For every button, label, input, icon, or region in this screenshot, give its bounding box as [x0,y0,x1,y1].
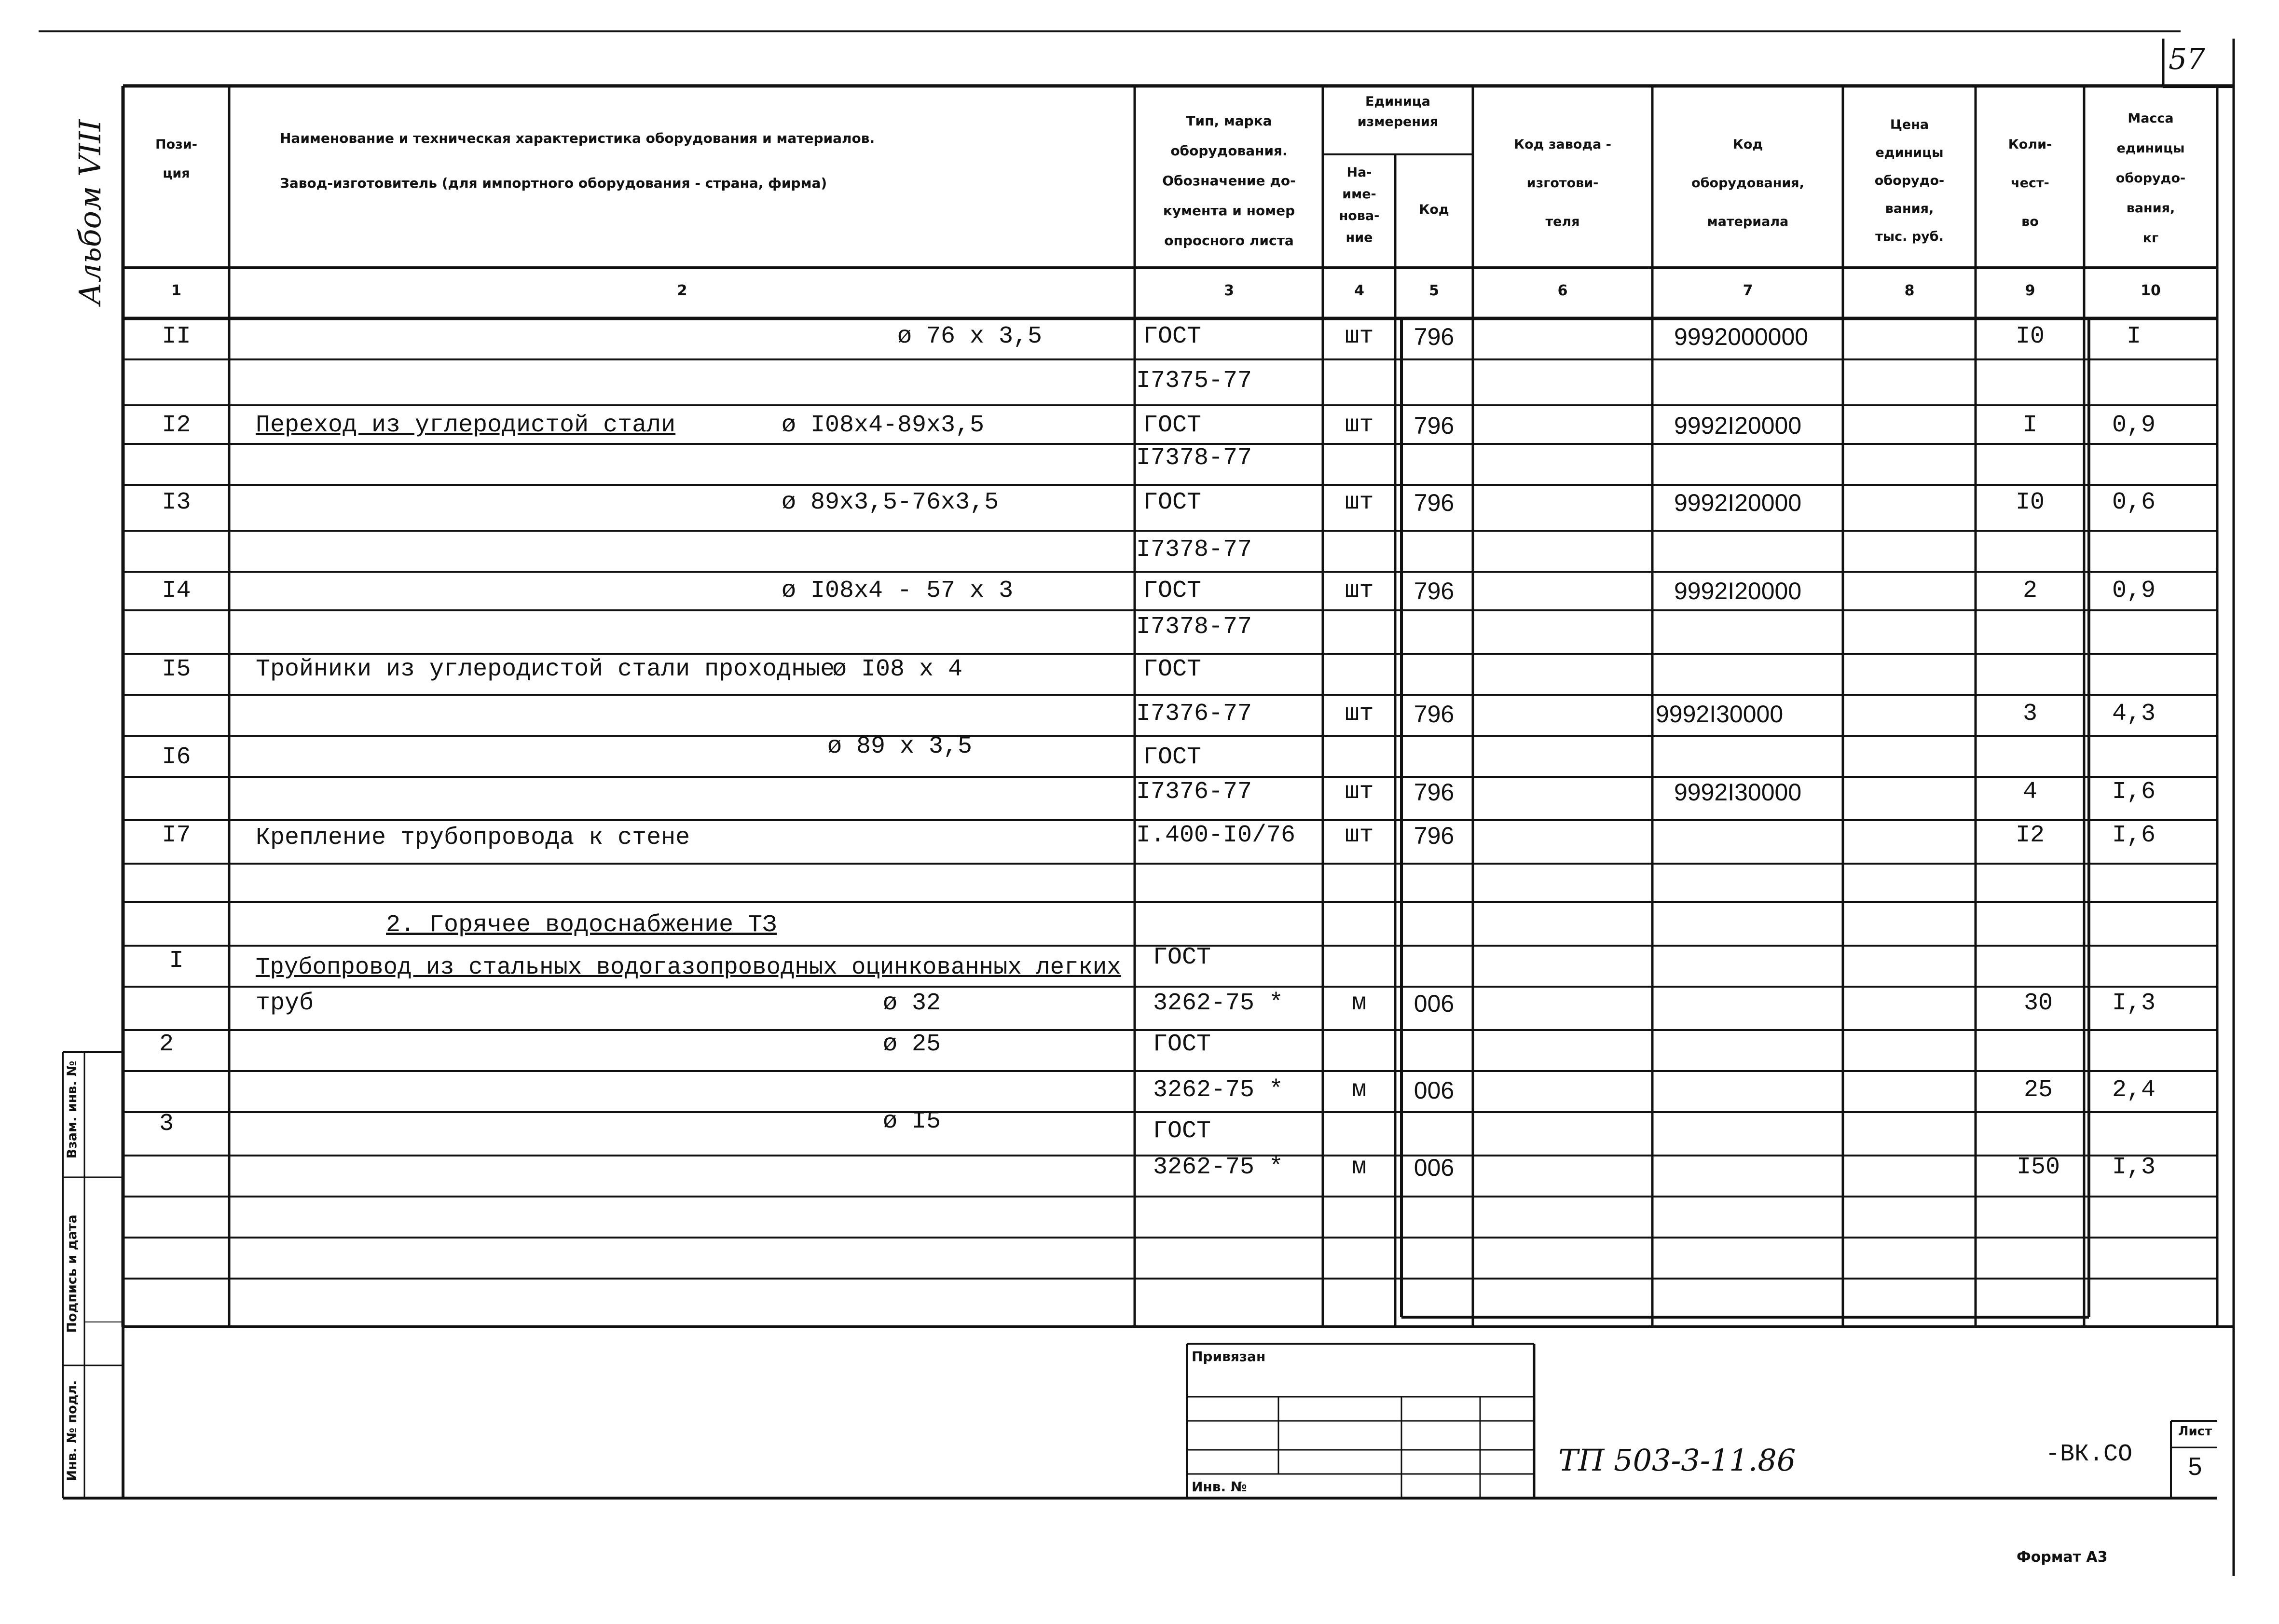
header-col5: Код [1419,202,1449,217]
col-number-10: 10 [2141,282,2161,299]
side-stamp-vzam-inv: Взам. инв. № [65,1060,80,1159]
table-cell-eq-code: 9992I30000 [1674,779,1802,806]
table-cell-doc: I.400-I0/76 [1136,822,1296,849]
col-number-6: 6 [1557,282,1568,299]
col-number-9: 9 [2025,282,2035,299]
table-cell-doc: ГОСТ [1143,412,1202,439]
table-cell-mass: I,6 [2112,778,2155,806]
table-cell-qty: 30 [2023,990,2053,1017]
table-cell-doc: I7375-77 [1136,367,1252,395]
table-cell-doc: ГОСТ [1153,1117,1211,1145]
table-cell-dim: ø 89x3,5-76x3,5 [782,489,999,516]
table-cell-code: 006 [1414,990,1455,1017]
format-label: Формат А3 [2017,1549,2108,1566]
side-stamp-podpis: Подпись и дата [65,1214,80,1333]
table-cell-unit: м [1352,1076,1367,1104]
table-cell-eq-code: 9992I30000 [1656,701,1784,728]
table-cell-doc: ГОСТ [1143,577,1202,605]
table-cell-doc: I7378-77 [1136,444,1252,472]
table-cell-qty: I0 [2015,323,2045,350]
table-cell-dim: ø I08x4-89x3,5 [782,412,985,439]
table-cell-qty: I2 [2015,822,2045,849]
header-col7: Код оборудования, материала [1691,137,1804,229]
table-cell-doc: ГОСТ [1143,656,1202,683]
table-cell-dim: ø 25 [883,1031,941,1058]
table-cell-unit: шт [1345,323,1374,350]
header-col9: Коли- чест- во [2008,137,2052,229]
table-cell-qty: 3 [2022,700,2037,728]
table-cell-pos: I4 [162,577,191,605]
table-cell-mass: I,3 [2112,990,2155,1017]
table-cell-pos: I7 [162,822,191,849]
table-cell-qty: 4 [2022,778,2037,806]
table-cell-doc: ГОСТ [1153,1031,1211,1058]
table-cell-mass: 0,6 [2112,489,2155,516]
table-cell-doc: ГОСТ [1143,743,1202,771]
table-cell-doc: ГОСТ [1143,489,1202,516]
table-cell-pos: I6 [162,743,191,771]
table-cell-mass: 0,9 [2112,412,2155,439]
table-cell-pos: I [169,947,184,975]
table-cell-name: труб [256,990,314,1017]
table-cell-dim: ø I5 [883,1108,941,1135]
table-cell-eq-code: 9992I20000 [1674,489,1802,516]
header-col8: Цена единицы оборудо- вания, тыс. руб. [1874,117,1945,244]
table-cell-unit: м [1352,990,1367,1017]
table-cell-pos: 2 [159,1031,174,1058]
table-cell-doc: I7376-77 [1136,700,1252,728]
table-cell-code: 796 [1414,822,1455,849]
table-cell-pos: I5 [162,656,191,683]
col-number-8: 8 [1904,282,1915,299]
table-cell-code: 006 [1414,1077,1455,1104]
table-cell-mass: I [2126,323,2141,350]
col-number-3: 3 [1224,282,1234,299]
table-cell-name: Переход из углеродистой стали [256,412,676,439]
table-cell-qty: 25 [2023,1076,2053,1104]
table-cell-code: 796 [1414,578,1455,605]
sheet-number: 57 [2169,42,2206,76]
side-stamp-inv-podl: Инв. № подл. [65,1380,80,1481]
document-code: ТП 503-3-11.86 [1558,1443,1796,1478]
table-cell-name: Тройники из углеродистой стали проходные [256,656,835,683]
table-cell-qty: I50 [2016,1154,2060,1181]
privyazan-label: Привязан [1192,1349,1266,1364]
header-col3: Тип, марка оборудования. Обозначение до- кумента и номер опросного листа [1162,113,1296,248]
table-cell-code: 796 [1414,779,1455,806]
table-cell-unit: шт [1345,577,1374,605]
table-cell-doc: 3262-75 * [1153,1154,1284,1181]
table-cell-mass: I,6 [2112,822,2155,849]
table-cell-pos: I3 [162,489,191,516]
table-cell-doc: I7378-77 [1136,536,1252,564]
col-number-4: 4 [1354,282,1364,299]
table-cell-qty: I0 [2015,489,2045,516]
table-cell-code: 796 [1414,412,1455,439]
table-cell-doc: I7378-77 [1136,613,1252,641]
table-cell-mass: I,3 [2112,1154,2155,1181]
table-cell-doc: 3262-75 * [1153,1076,1284,1104]
table-cell-doc: ГОСТ [1153,944,1211,971]
table-cell-qty: I [2022,412,2037,439]
table-cell-mass: 0,9 [2112,577,2155,605]
table-cell-dim: ø 32 [883,990,941,1017]
table-cell-pos: I2 [162,412,191,439]
table-cell-mass: 2,4 [2112,1076,2155,1104]
table-cell-code: 796 [1414,323,1455,350]
header-col6: Код завода - изготови- теля [1514,137,1611,229]
col-number-5: 5 [1429,282,1439,299]
table-cell-eq-code: 9992I20000 [1674,412,1802,439]
col-number-7: 7 [1743,282,1753,299]
table-cell-qty: 2 [2022,577,2037,605]
table-cell-doc: 3262-75 * [1153,990,1284,1017]
table-cell-eq-code: 9992I20000 [1674,578,1802,605]
table-cell-dim: ø I08x4 - 57 x 3 [782,577,1014,605]
table-cell-dim: ø 89 x 3,5 [827,733,973,760]
table-cell-pos: 3 [159,1110,174,1138]
section-heading: 2. Горячее водоснабжение ТЗ [386,911,777,939]
header-unit-group: Единица измерения [1357,94,1439,129]
table-cell-pos: II [162,323,191,350]
table-cell-dim: ø I08 x 4 [832,656,963,683]
list-number: 5 [2188,1453,2202,1481]
album-label: Альбом VIII [72,119,108,305]
table-cell-doc: I7376-77 [1136,778,1252,806]
table-cell-doc: ГОСТ [1143,323,1202,350]
table-cell-unit: шт [1345,822,1374,849]
table-cell-unit: шт [1345,489,1374,516]
list-label: Лист [2178,1424,2212,1439]
table-cell-dim: ø 76 x 3,5 [897,323,1043,350]
header-col2: Наименование и техническая характеристика оборудования и материалов. Завод-изготовитель (для импортного оборудования - страна, фирма) [280,130,875,191]
table-cell-mass: 4,3 [2112,700,2155,728]
header-col10: Масса единицы оборудо- вания, кг [2115,111,2186,246]
table-cell-name: Трубопровод из стальных водогазопроводных оцинкованных легких [256,954,1121,981]
table-cell-code: 796 [1414,701,1455,728]
table-cell-code: 006 [1414,1154,1455,1181]
table-cell-unit: шт [1345,412,1374,439]
inv-number-label: Инв. № [1192,1479,1247,1495]
header-col1: Пози- ция [155,137,197,181]
table-cell-unit: м [1352,1154,1367,1181]
header-col4: На- име- нова- ние [1339,165,1380,245]
table-cell-name: Крепление трубопровода к стене [256,824,690,852]
table-cell-eq-code: 9992000000 [1674,323,1809,350]
table-cell-unit: шт [1345,700,1374,728]
table-cell-code: 796 [1414,489,1455,516]
table-cell-unit: шт [1345,778,1374,806]
col-number-2: 2 [677,282,687,299]
col-number-1: 1 [171,282,181,299]
document-suffix: -ВК.СО [2046,1441,2133,1468]
